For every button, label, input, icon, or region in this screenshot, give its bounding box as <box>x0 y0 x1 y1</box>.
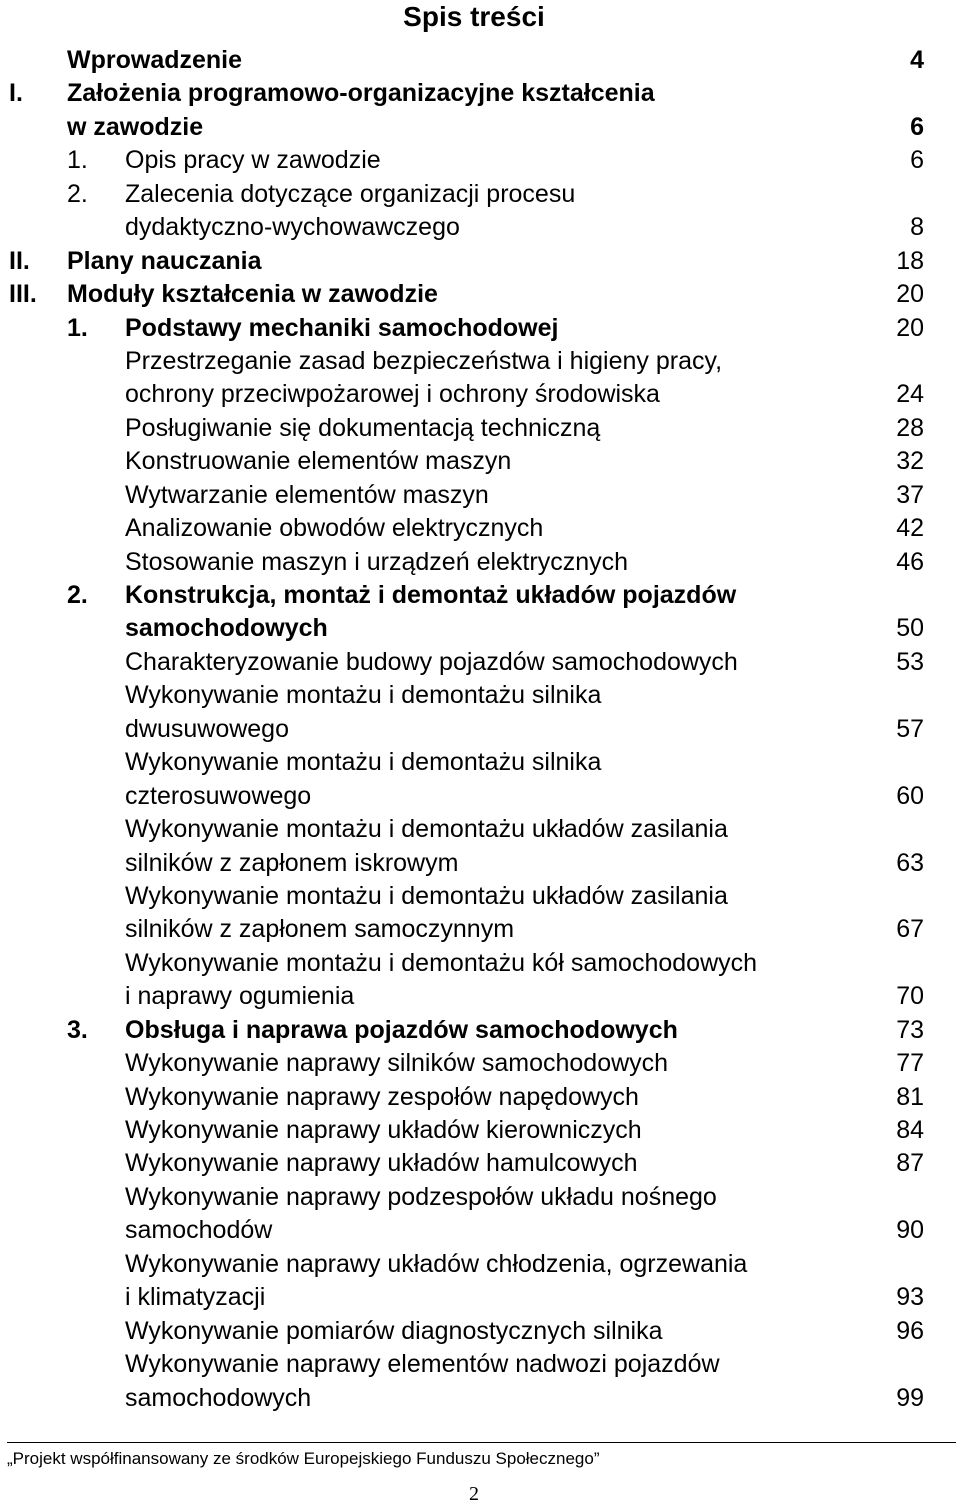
toc-entry-page: 57 <box>896 714 924 743</box>
toc-entry-page: 67 <box>896 915 924 944</box>
toc-entry-page: 8 <box>910 213 924 242</box>
toc-entry-page: 96 <box>896 1316 924 1345</box>
toc-entry-text: Wykonywanie montażu i demontażu silnika <box>125 681 602 710</box>
toc-entry-text: Analizowanie obwodów elektrycznych <box>125 514 544 543</box>
toc-entry-page: 84 <box>896 1116 924 1144</box>
toc-entry-text: Wykonywanie naprawy podzespołów układu nośnego <box>125 1182 717 1211</box>
toc-entry-page: 87 <box>896 1149 924 1178</box>
toc-entry-unit[interactable] <box>0 813 960 846</box>
toc-entry-1-1[interactable] <box>0 144 960 177</box>
toc-entry-unit[interactable] <box>0 679 960 712</box>
toc-entry-unit-continued[interactable] <box>0 847 960 880</box>
toc-entry-page: 93 <box>896 1283 924 1312</box>
toc-entry-page: 18 <box>896 246 924 275</box>
toc-entry-page: 37 <box>896 480 924 509</box>
toc-entry-text: Zalecenia dotyczące organizacji procesu <box>125 179 576 208</box>
toc-entry-text: i klimatyzacji <box>125 1283 266 1312</box>
toc-entry-unit-continued[interactable] <box>0 378 960 411</box>
toc-entry-page: 60 <box>896 781 924 810</box>
toc-entry-text: Podstawy mechaniki samochodowej <box>125 313 559 342</box>
toc-entry-module-2-continued[interactable] <box>0 612 960 645</box>
toc-entry-unit[interactable] <box>0 880 960 913</box>
toc-entry-text: Wykonywanie pomiarów diagnostycznych silnika <box>125 1316 663 1345</box>
toc-entry-unit[interactable] <box>0 546 960 579</box>
toc-entry-page: 6 <box>910 146 924 175</box>
toc-entry-text: dwusuwowego <box>125 714 289 743</box>
toc-entry-number: I. <box>9 79 23 108</box>
toc-entry-text: Konstrukcja, montaż i demontaż układów pojazdów <box>125 581 737 609</box>
toc-entry-chapter-3[interactable] <box>0 278 960 311</box>
footer-divider <box>7 1442 956 1443</box>
toc-entry-unit-continued[interactable] <box>0 1281 960 1314</box>
toc-entry-page: 42 <box>896 514 924 543</box>
toc-entry-page: 50 <box>896 614 924 643</box>
toc-entry-page: 20 <box>896 280 924 309</box>
toc-entry-unit-continued[interactable] <box>0 913 960 946</box>
toc-entry-text: Wytwarzanie elementów maszyn <box>125 480 489 509</box>
toc-entry-text: samochodów <box>125 1216 273 1245</box>
toc-entry-unit-continued[interactable] <box>0 713 960 746</box>
toc-entry-text: Obsługa i naprawa pojazdów samochodowych <box>125 1015 678 1044</box>
toc-entry-text: silników z zapłonem samoczynnym <box>125 915 515 944</box>
toc-entry-page: 24 <box>896 380 924 409</box>
toc-entry-page: 46 <box>896 547 924 576</box>
toc-entry-text: Wykonywanie montażu i demontażu silnika <box>125 748 602 777</box>
toc-entry-text: Moduły kształcenia w zawodzie <box>67 280 438 309</box>
toc-entry-text: Wykonywanie naprawy silników samochodowych <box>125 1049 669 1078</box>
toc-entry-text: ochrony przeciwpożarowej i ochrony środowiska <box>125 380 660 409</box>
toc-entry-page: 6 <box>910 112 924 141</box>
toc-entry-number: 1. <box>67 146 88 175</box>
toc-entry-unit-continued[interactable] <box>0 780 960 813</box>
toc-entry-number: 2. <box>67 581 88 609</box>
toc-entry-page: 28 <box>896 413 924 442</box>
toc-entry-unit[interactable] <box>0 1114 960 1147</box>
table-of-contents <box>0 44 960 1415</box>
toc-entry-text: samochodowych <box>125 614 328 643</box>
toc-entry-wprowadzenie[interactable] <box>0 44 960 77</box>
toc-entry-unit[interactable] <box>0 512 960 545</box>
toc-entry-chapter-1[interactable] <box>0 77 960 110</box>
toc-entry-text: Charakteryzowanie budowy pojazdów samochodowych <box>125 647 738 676</box>
toc-entry-text: czterosuwowego <box>125 781 312 810</box>
toc-entry-text: samochodowych <box>125 1383 312 1412</box>
page-title: Spis treści <box>403 1 545 32</box>
toc-entry-text: Wykonywanie montażu i demontażu układów zasilania <box>125 881 728 910</box>
toc-entry-text: dydaktyczno-wychowawczego <box>125 213 460 242</box>
toc-entry-text: Opis pracy w zawodzie <box>125 146 381 175</box>
toc-entry-text: Stosowanie maszyn i urządzeń elektrycznych <box>125 547 629 576</box>
toc-entry-unit[interactable] <box>0 345 960 378</box>
toc-entry-unit[interactable] <box>0 947 960 980</box>
toc-entry-page: 32 <box>896 447 924 476</box>
toc-entry-unit[interactable] <box>0 479 960 512</box>
toc-entry-text: Wykonywanie naprawy układów kierowniczych <box>125 1116 642 1144</box>
toc-entry-unit[interactable] <box>0 1348 960 1381</box>
toc-entry-text: Plany nauczania <box>67 246 262 275</box>
toc-entry-text: Wykonywanie naprawy układów chłodzenia, ogrzewania <box>125 1249 748 1278</box>
toc-entry-unit-continued[interactable] <box>0 1214 960 1247</box>
toc-entry-number: II. <box>9 246 30 275</box>
toc-entry-unit-continued[interactable] <box>0 1382 960 1415</box>
toc-entry-text: i naprawy ogumienia <box>125 982 355 1011</box>
toc-entry-page: 20 <box>896 313 924 342</box>
toc-entry-number: 3. <box>67 1015 88 1044</box>
toc-entry-unit[interactable] <box>0 1081 960 1114</box>
toc-entry-page: 70 <box>896 982 924 1011</box>
footer-funding-note: „Projekt współfinansowany ze środków Europejskiego Funduszu Społecznego” <box>7 1449 600 1468</box>
toc-entry-unit[interactable] <box>0 1181 960 1214</box>
toc-entry-page: 90 <box>896 1216 924 1245</box>
toc-entry-1-2[interactable] <box>0 178 960 211</box>
toc-entry-page: 99 <box>896 1383 924 1412</box>
toc-entry-number: 2. <box>67 179 88 208</box>
toc-entry-chapter-1-continued[interactable] <box>0 111 960 144</box>
toc-entry-page: 63 <box>896 848 924 877</box>
toc-entry-unit[interactable] <box>0 412 960 445</box>
toc-entry-text: Wykonywanie naprawy elementów nadwozi pojazdów <box>125 1350 720 1379</box>
toc-entry-unit[interactable] <box>0 746 960 779</box>
toc-entry-module-1[interactable] <box>0 312 960 345</box>
toc-entry-module-3[interactable] <box>0 1014 960 1047</box>
toc-entry-module-2[interactable] <box>0 579 960 612</box>
toc-entry-number: 1. <box>67 313 88 342</box>
toc-entry-text: Wykonywanie naprawy układów hamulcowych <box>125 1149 638 1178</box>
toc-entry-text: Wykonywanie montażu i demontażu kół samochodowych <box>125 948 758 977</box>
toc-entry-chapter-2[interactable] <box>0 245 960 278</box>
toc-entry-text: silników z zapłonem iskrowym <box>125 848 459 877</box>
toc-entry-text: Wprowadzenie <box>67 46 243 74</box>
toc-entry-unit-continued[interactable] <box>0 980 960 1013</box>
toc-entry-text: Konstruowanie elementów maszyn <box>125 447 512 476</box>
toc-entry-page: 53 <box>896 647 924 676</box>
toc-entry-unit[interactable] <box>0 1315 960 1348</box>
toc-entry-page: 4 <box>910 46 924 74</box>
toc-entry-page: 77 <box>896 1049 924 1078</box>
toc-entry-page: 73 <box>896 1015 924 1044</box>
toc-entry-text: w zawodzie <box>67 112 204 141</box>
toc-entry-text: Wykonywanie naprawy zespołów napędowych <box>125 1082 639 1111</box>
toc-entry-text: Przestrzeganie zasad bezpieczeństwa i higieny pracy, <box>125 346 723 375</box>
toc-entry-unit[interactable] <box>0 445 960 478</box>
toc-entry-text: Posługiwanie się dokumentacją techniczną <box>125 413 601 442</box>
toc-entry-text: Wykonywanie montażu i demontażu układów zasilania <box>125 815 728 844</box>
toc-entry-text: Założenia programowo-organizacyjne kształcenia <box>67 79 655 108</box>
toc-entry-unit[interactable] <box>0 1248 960 1281</box>
toc-entry-unit[interactable] <box>0 646 960 679</box>
toc-entry-page: 81 <box>896 1082 924 1111</box>
toc-entry-unit[interactable] <box>0 1047 960 1080</box>
toc-entry-number: III. <box>9 280 37 309</box>
toc-entry-1-2-continued[interactable] <box>0 211 960 244</box>
page-number: 2 <box>469 1483 479 1505</box>
toc-entry-unit[interactable] <box>0 1147 960 1180</box>
